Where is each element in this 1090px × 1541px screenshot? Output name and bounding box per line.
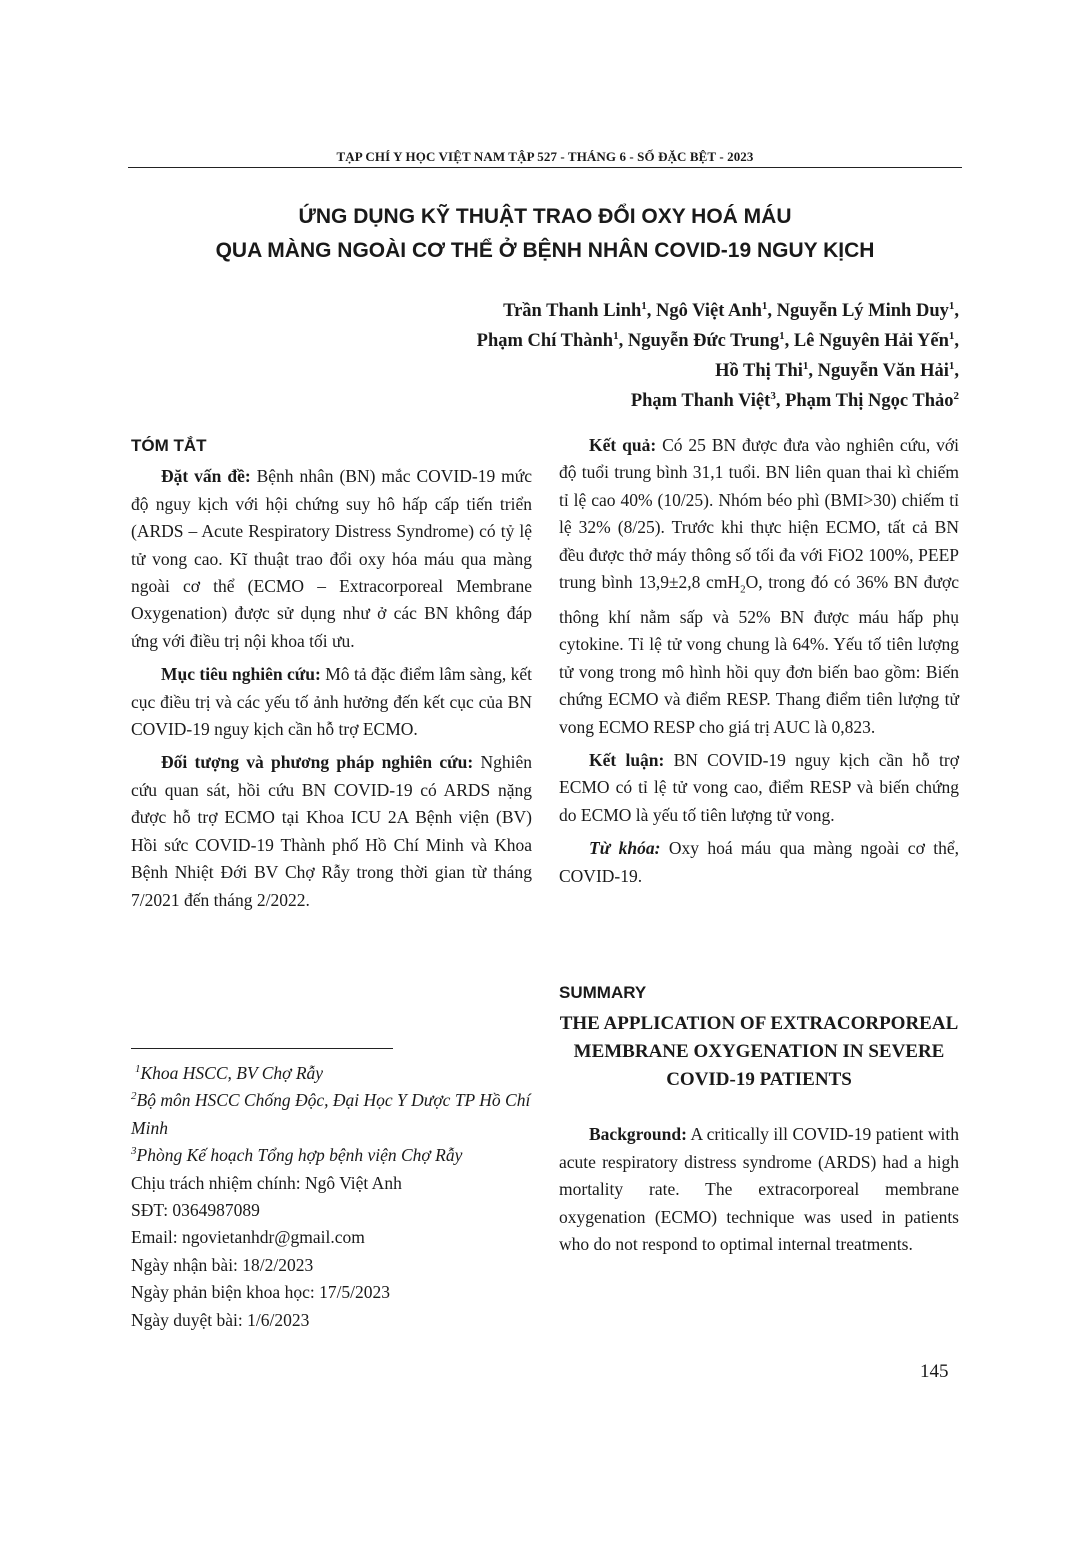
title-line-1: ỨNG DỤNG KỸ THUẬT TRAO ĐỔI OXY HOÁ MÁU (298, 205, 792, 228)
author: Ngô Việt Anh$^1$, (656, 299, 777, 321)
journal-header: TẠP CHÍ Y HỌC VIỆT NAM TẬP 527 - THÁNG 6 - SỐ ĐẶC BỆT - 2023 (336, 149, 754, 164)
author: Phạm Chí Thành$^1$, (476, 329, 628, 351)
header-divider (128, 167, 962, 168)
abstract-keywords: Từ khóa: Oxy hoá máu qua màng ngoài cơ thể, COVID-19. (559, 838, 959, 886)
title-line-2: QUA MÀNG NGOÀI CƠ THỂ Ở BỆNH NHÂN COVID-19 NGUY KỊCH (215, 239, 875, 262)
summary-body (559, 1121, 959, 1265)
footnotes (131, 1060, 541, 1334)
author: Trần Thanh Linh$^1$, (503, 299, 657, 321)
affiliation-1: $^1$Khoa HSCC, BV Chợ Rẫy (135, 1063, 324, 1083)
author: Lê Nguyên Hải Yến$^1$, (793, 329, 959, 351)
author-list (319, 296, 959, 416)
date-received: Ngày nhận bài: 18/2/2023 (131, 1254, 314, 1275)
summary-background: Background: A critically ill COVID-19 patient with acute respiratory distress syndrome (ARDS) had a high mortality rate. The extracorporeal membrane oxygenation (ECMO) technique was used in patients who do not respond to optimal internal treatments. (559, 1124, 959, 1255)
author: Hồ Thị Thi$^1$, (715, 359, 818, 381)
author: Nguyễn Lý Minh Duy$^1$, (776, 299, 959, 321)
abstract-results: Kết quả: Có 25 BN được đưa vào nghiên cứu, với độ tuổi trung bình 31,1 tuổi. BN liên quan thai kì chiếm tỉ lệ cao 40% (10/25). Nhóm béo phì (BMI>30) chiếm tỉ lệ 32% (8/25). Trước khi thực hiện ECMO, tất cả BN đều được thở máy thông số tối đa với FiO2 100%, PEEP trung bình 13,9±2,8 cmH$_2$O, trong đó có 36% BN được thông khí nằm sấp và 52% BN được máu hấp phụ cytokine. Tỉ lệ tử vong chung là 64%. Yếu tố tiên lượng tử vong trong mô hình hồi quy đơn biến bao gồm: Biến chứng ECMO và điểm RESP. Thang điểm tiên lượng tử vong ECMO RESP cho giá trị AUC là 0,823. (559, 435, 960, 737)
abstract-background: Đặt vấn đề: Bệnh nhân (BN) mắc COVID-19 mức độ nguy kịch với hội chứng suy hô hấp cấp tiến triển (ARDS – Acute Respiratory Distress Syndrome) có tỷ lệ tử vong cao. Kĩ thuật trao đổi oxy hóa máu qua màng ngoài cơ thể (ECMO – Extracorporeal Membrane Oxygenation) được sử dụng như ở các BN không đáp ứng với điều trị nội khoa tối ưu. (131, 466, 532, 651)
abstract-conclusion: Kết luận: BN COVID-19 nguy kịch cần hỗ trợ ECMO có tỉ lệ tử vong cao, điểm RESP và biến chứng do ECMO là yếu tố tiên lượng tử vong. (559, 749, 959, 825)
phone: SĐT: 0364987089 (131, 1200, 260, 1221)
date-approved: Ngày duyệt bài: 1/6/2023 (131, 1309, 310, 1330)
summary-title: THE APPLICATION OF EXTRACORPOREAL MEMBRANE OXYGENATION IN SEVERE COVID-19 PATIENTS (559, 1013, 959, 1090)
abstract-methods: Đối tượng và phương pháp nghiên cứu: Nghiên cứu quan sát, hồi cứu BN COVID-19 có ARDS nặng được hỗ trợ ECMO tại Khoa ICU 2A Bệnh viện (BV) Hồi sức COVID-19 Thành phố Hồ Chí Minh và Khoa Bệnh Nhiệt Đới BV Chợ Rẫy trong thời gian từ tháng 7/2021 đến tháng 2/2022. (131, 752, 532, 910)
author: Phạm Thị Ngọc Thảo$^2$ (785, 389, 959, 411)
email: Email: ngovietanhdr@gmail.com (131, 1227, 365, 1248)
author: Phạm Thanh Việt$^3$, (630, 389, 786, 411)
summary-heading: SUMMARY (559, 983, 647, 1002)
page-number: 145 (920, 1361, 949, 1382)
author: Nguyễn Văn Hải$^1$, (817, 359, 959, 381)
abstract-column-left (131, 432, 532, 920)
abstract-column-right (559, 432, 959, 896)
footnote-divider (131, 1048, 393, 1049)
affiliation-3: $^3$Phòng Kế hoạch Tổng hợp bệnh viện Chợ Rẫy (131, 1145, 463, 1166)
article-title (128, 200, 962, 268)
author: Nguyễn Đức Trung$^1$, (627, 329, 794, 351)
abstract-objective: Mục tiêu nghiên cứu: Mô tả đặc điểm lâm sàng, kết cục điều trị và các yếu tố ảnh hưởng đến kết cục của BN COVID-19 nguy kịch cần hỗ trợ ECMO. (131, 664, 532, 740)
affiliation-2: $^2$Bộ môn HSCC Chống Độc, Đại Học Y Dược TP Hồ Chí Minh (131, 1090, 531, 1138)
corresponding-author: Chịu trách nhiệm chính: Ngô Việt Anh (131, 1172, 402, 1193)
date-reviewed: Ngày phản biện khoa học: 17/5/2023 (131, 1282, 391, 1303)
abstract-heading: TÓM TẮT (131, 436, 207, 455)
